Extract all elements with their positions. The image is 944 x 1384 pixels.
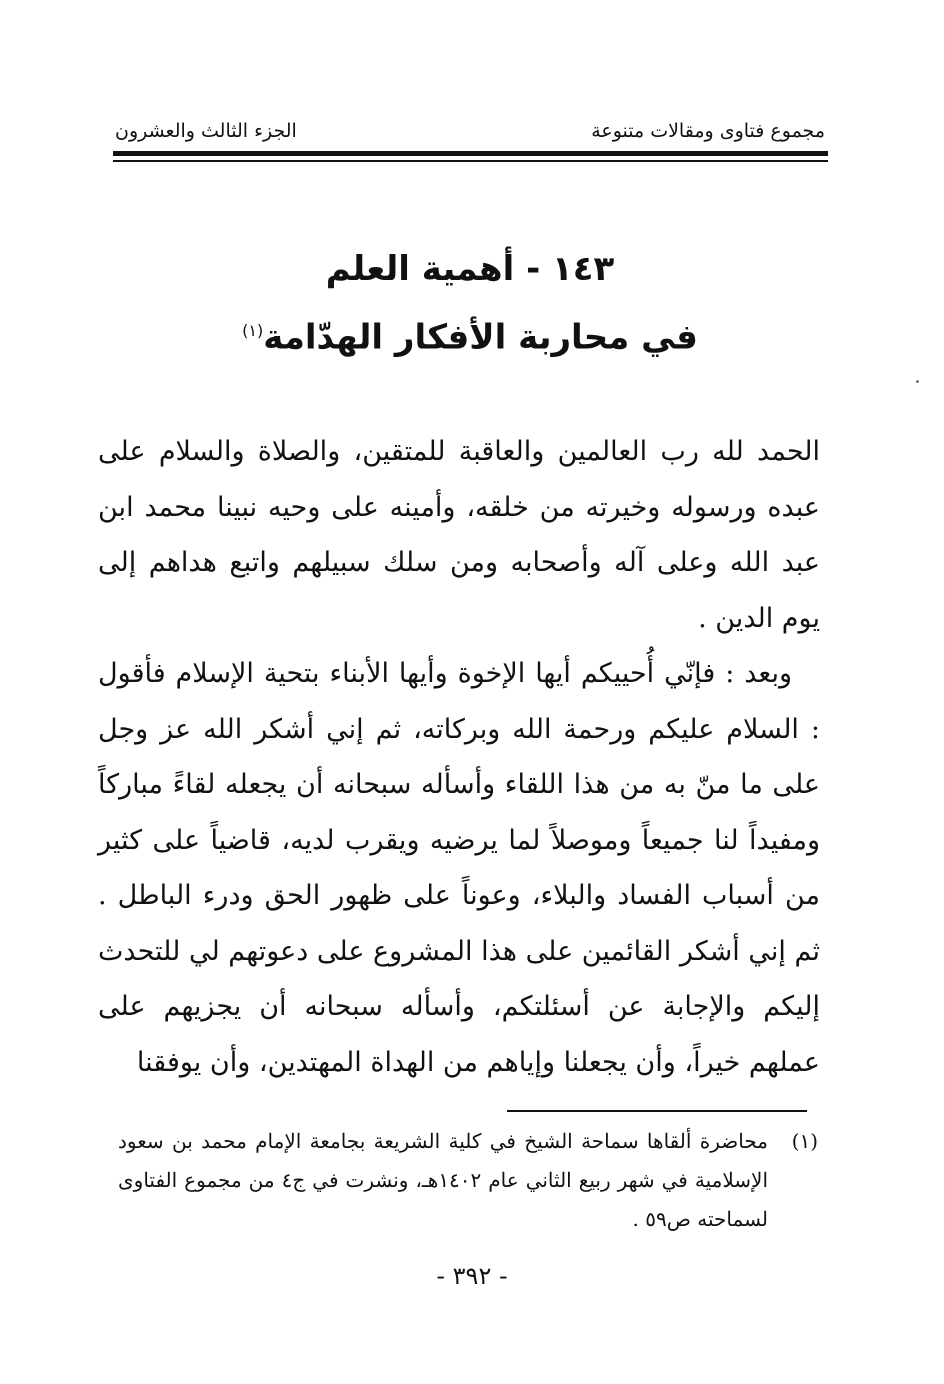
title-footnote-ref: (١) (242, 321, 264, 340)
article-body (98, 424, 820, 1090)
header-rule-thin (113, 160, 828, 162)
footnote-text: محاضرة ألقاها سماحة الشيخ في كلية الشريعة بجامعة الإمام محمد بن سعود الإسلامية في شهر ربيع الثاني عام ١٤٠٢هـ، ونشرت في ج٤ من مجموع الفتاوى لسماحته ص٥٩ . (118, 1129, 768, 1231)
article-title (150, 238, 790, 368)
title-line-2 (150, 300, 790, 368)
title-line-2-text: في محاربة الأفكار الهدّامة (263, 317, 698, 358)
header-rule-thick (113, 151, 828, 156)
scan-speck (916, 380, 919, 383)
footnote (118, 1122, 818, 1239)
footnote-number: (١) (791, 1129, 818, 1153)
volume-label: الجزء الثالث والعشرون (115, 120, 297, 142)
running-header (115, 112, 825, 152)
paragraph-1: الحمد لله رب العالمين والعاقبة للمتقين، والصلاة والسلام على عبده ورسوله وخيرته من خلقه، وأمينه على وحيه نبينا محمد ابن عبد الله وعلى آله وأصحابه ومن سلك سبيلهم واتبع هداهم إلى يوم الدين . (98, 436, 820, 634)
book-title: مجموع فتاوى ومقالات متنوعة (591, 120, 825, 142)
title-line-1: ١٤٣ - أهمية العلم (325, 249, 615, 289)
page-number: - ٣٩٢ - (436, 1262, 508, 1290)
footnote-separator (507, 1110, 807, 1112)
paragraph-2: وبعد : فإنّي أُحييكم أيها الإخوة وأيها الأبناء بتحية الإسلام فأقول : السلام عليكم ورحمة الله وبركاته، ثم إني أشكر الله عز وجل على ما منّ به من هذا اللقاء وأسأله سبحانه أن يجعله لقاءً مباركاً ومفيداً لنا جميعاً وموصلاً لما يرضيه ويقرب لديه، قاضياً على كثير من أسباب الفساد والبلاء، وعوناً على ظهور الحق ودرء الباطل . ثم إني أشكر القائمين على هذا المشروع على دعوتهم لي للتحدث إليكم والإجابة عن أسئلتكم، وأسأله سبحانه أن يجزيهم على عملهم خيراً، وأن يجعلنا وإياهم من الهداة المهتدين، وأن يوفقنا (98, 658, 820, 1078)
